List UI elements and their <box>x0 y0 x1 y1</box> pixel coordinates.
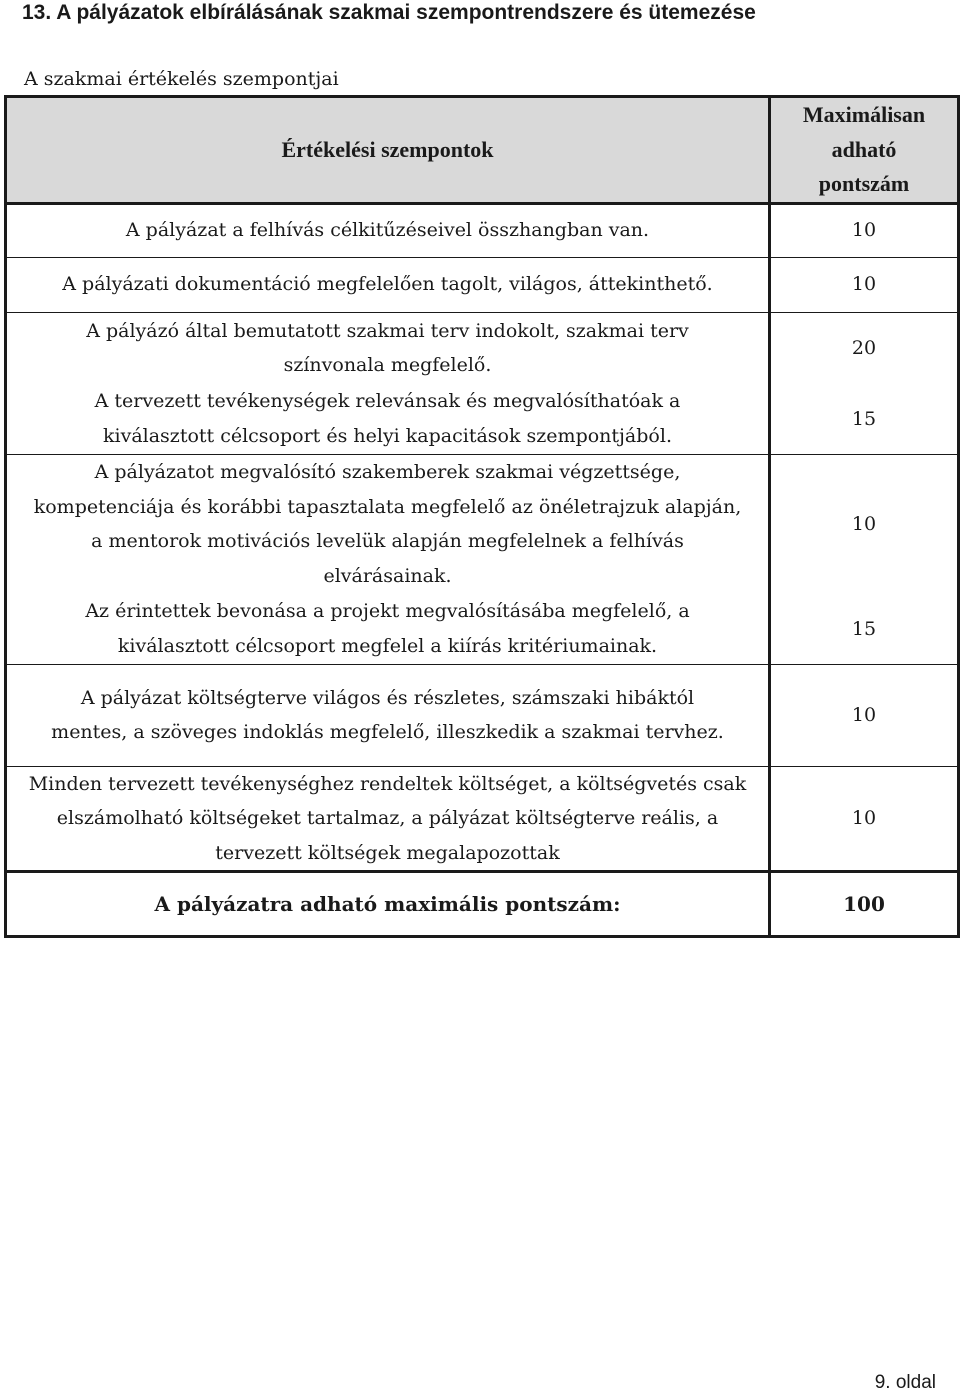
points-cell: 10 <box>770 664 959 766</box>
criterion-cell: Az érintettek bevonása a projekt megvalósításába megfelelő, a kiválasztott célcsoport megfelel a kiírás kritériumainak. <box>6 594 770 664</box>
criterion-cell: A pályázati dokumentáció megfelelően tagolt, világos, áttekinthető. <box>6 257 770 312</box>
criteria-column-header: Értékelési szempontok <box>6 97 770 204</box>
criterion-cell: A pályázat a felhívás célkitűzéseivel összhangban van. <box>6 203 770 257</box>
total-row <box>6 872 959 937</box>
points-cell: 10 <box>770 257 959 312</box>
points-cell: 10 <box>770 766 959 872</box>
points-cell: 10 <box>770 203 959 257</box>
points-cell: 15 <box>770 384 959 454</box>
criterion-cell: A pályázatot megvalósító szakemberek szakmai végzettsége, kompetenciája és korábbi tapasztalata megfelelő az önéletrajzuk alapján, a mentorok motivációs levelük alapján megfelelnek a felhívás elvárásainak. <box>33 461 742 587</box>
table-caption: A szakmai értékelés szempontjai <box>24 68 339 90</box>
criterion-cell: A pályázó által bemutatott szakmai terv indokolt, szakmai terv színvonala megfelelő. <box>86 319 689 377</box>
criterion-cell: A tervezett tevékenységek relevánsak és megvalósíthatóak a kiválasztott célcsoport és helyi kapacitások szempontjából. <box>6 384 770 454</box>
criterion-cell: A pályázat költségterve világos és részletes, számszaki hibáktól mentes, a szöveges indoklás megfelelő, illeszkedik a szakmai tervhez. <box>6 664 770 766</box>
table-row <box>6 257 959 312</box>
points-cell: 10 <box>770 454 959 594</box>
table-row <box>6 312 959 384</box>
evaluation-criteria-table <box>4 95 960 938</box>
table-row <box>6 384 959 454</box>
points-cell: 15 <box>770 594 959 664</box>
section-heading: 13. A pályázatok elbírálásának szakmai szempontrendszere és ütemezése <box>22 1 756 24</box>
criterion-cell: Minden tervezett tevékenységhez rendeltek költséget, a költségvetés csak elszámolható költségeket tartalmaz, a pályázat költségterve reális, a tervezett költségek megalapozottak <box>28 772 747 864</box>
page-number: 9. oldal <box>874 1372 936 1393</box>
table-row <box>6 594 959 664</box>
points-column-header: Maximálisan adható pontszám <box>770 97 959 204</box>
table-row <box>6 454 959 594</box>
total-points: 100 <box>770 872 959 937</box>
table-row <box>6 766 959 872</box>
table-header-row <box>6 97 959 204</box>
points-cell: 20 <box>770 312 959 384</box>
total-label: A pályázatra adható maximális pontszám: <box>6 872 770 937</box>
table-row <box>6 664 959 766</box>
table-row <box>6 203 959 257</box>
